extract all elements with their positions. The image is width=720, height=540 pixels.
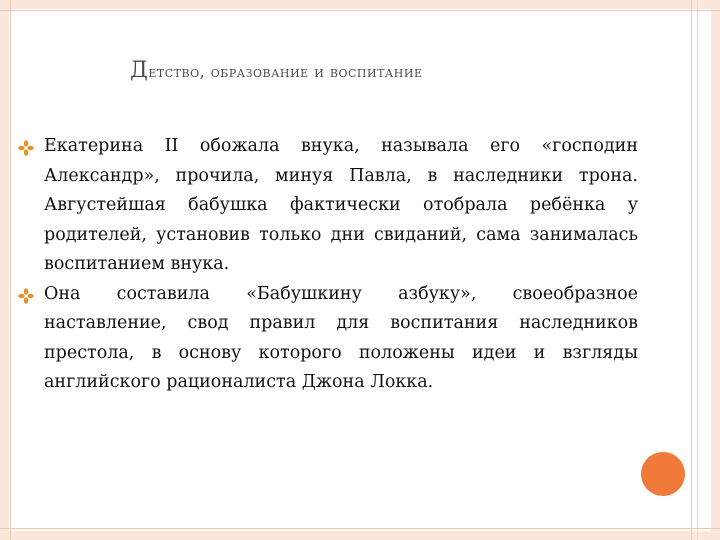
slide-title-initial: Д xyxy=(130,58,149,83)
frame-rule-right-outer xyxy=(697,0,698,540)
slide-title xyxy=(130,58,650,83)
decorative-circle xyxy=(641,452,685,496)
frame-rule-left xyxy=(10,0,11,540)
slide-title-text: етство, образование и воспитание xyxy=(148,62,423,81)
frame-rule-right xyxy=(691,0,692,540)
flower-bullet-icon xyxy=(18,140,34,156)
bullet-list xyxy=(18,132,638,398)
bullet-item xyxy=(18,132,638,280)
bullet-text: Она составила «Бабушкину азбуку», своеобразное наставление, свод правил для воспитания наследников престола, в основу которого положены идеи и взгляды английского рационалиста Джона Локка. xyxy=(44,283,638,392)
bullet-item xyxy=(18,280,638,398)
frame-rule-bottom xyxy=(0,528,720,529)
frame-rule-top xyxy=(0,10,720,11)
flower-bullet-icon xyxy=(18,288,34,304)
bullet-text: Екатерина II обожала внука, называла его «господин Александр», прочила, минуя Павла, в наследники трона. Августейшая бабушка фактически отобрала ребёнка у родителей, установив только дни свиданий, сама занималась воспитанием внука. xyxy=(44,136,638,274)
